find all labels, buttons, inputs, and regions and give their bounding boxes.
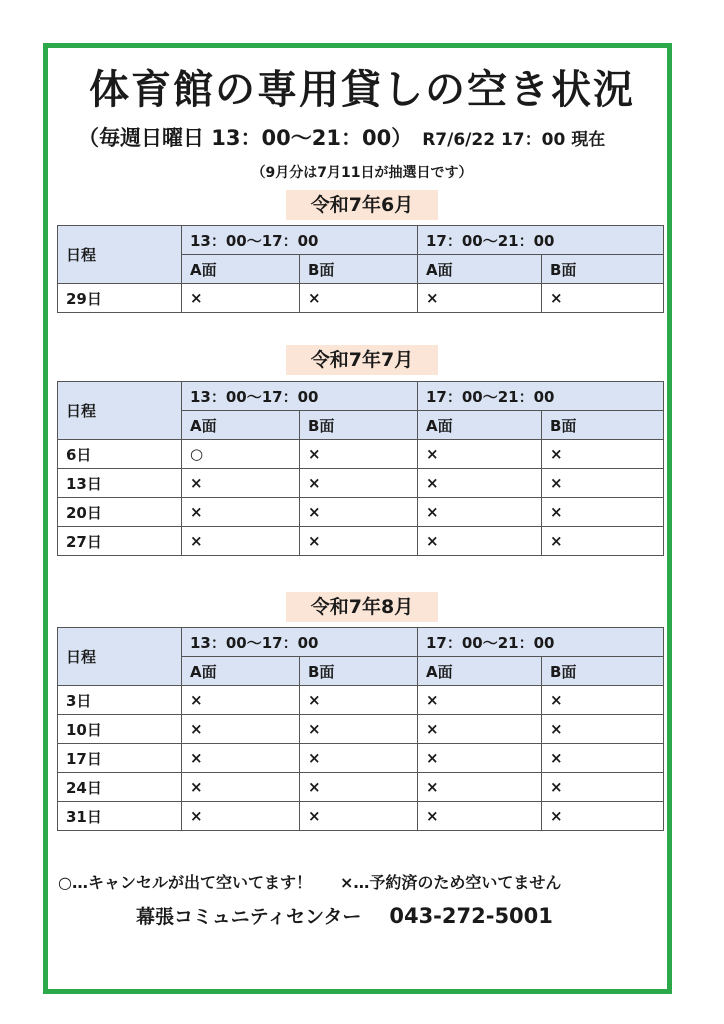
table-row	[58, 802, 664, 831]
court-a-header: A面	[182, 411, 300, 440]
status-cell: ×	[182, 773, 300, 802]
table-row	[58, 744, 664, 773]
court-b-header: B面	[300, 255, 418, 284]
status-cell: ×	[300, 440, 418, 469]
court-a-header: A面	[418, 657, 542, 686]
schedule-hours: （毎週日曜日 13：00〜21：00）	[78, 126, 413, 150]
slot2-header: 17：00〜21：00	[418, 628, 664, 657]
court-b-header: B面	[542, 657, 664, 686]
status-cell: ×	[182, 802, 300, 831]
date-cell: 3日	[58, 686, 182, 715]
status-cell: ×	[300, 802, 418, 831]
schedule-table-july	[57, 381, 664, 556]
status-cell: ×	[182, 527, 300, 556]
as-of-timestamp: R7/6/22 17：00 現在	[422, 130, 606, 150]
court-b-header: B面	[300, 657, 418, 686]
status-cell: ○	[182, 440, 300, 469]
phone-number: 043-272-5001	[389, 904, 553, 928]
slot1-header: 13：00〜17：00	[182, 628, 418, 657]
subtitle	[78, 122, 605, 152]
court-b-header: B面	[542, 255, 664, 284]
table-row	[58, 715, 664, 744]
date-cell: 10日	[58, 715, 182, 744]
organization-name: 幕張コミュニティセンター	[136, 906, 362, 928]
date-cell: 31日	[58, 802, 182, 831]
date-column-header: 日程	[58, 628, 182, 686]
status-cell: ×	[300, 284, 418, 313]
court-b-header: B面	[542, 411, 664, 440]
court-a-header: A面	[418, 255, 542, 284]
status-cell: ×	[542, 284, 664, 313]
status-cell: ×	[300, 773, 418, 802]
court-a-header: A面	[182, 255, 300, 284]
status-cell: ×	[418, 469, 542, 498]
table-row	[58, 773, 664, 802]
court-a-header: A面	[418, 411, 542, 440]
slot2-header: 17：00〜21：00	[418, 226, 664, 255]
date-cell: 20日	[58, 498, 182, 527]
slot2-header: 17：00〜21：00	[418, 382, 664, 411]
table-row	[58, 527, 664, 556]
status-cell: ×	[182, 284, 300, 313]
status-cell: ×	[300, 527, 418, 556]
court-b-header: B面	[300, 411, 418, 440]
table-row	[58, 469, 664, 498]
date-column-header: 日程	[58, 382, 182, 440]
status-cell: ×	[542, 773, 664, 802]
schedule-table-august	[57, 627, 664, 831]
table-row	[58, 686, 664, 715]
table-row	[58, 498, 664, 527]
status-cell: ×	[182, 744, 300, 773]
status-cell: ×	[542, 440, 664, 469]
date-cell: 6日	[58, 440, 182, 469]
status-cell: ×	[418, 715, 542, 744]
status-cell: ×	[418, 498, 542, 527]
month-label-august: 令和7年8月	[286, 592, 438, 622]
date-cell: 24日	[58, 773, 182, 802]
status-cell: ×	[542, 715, 664, 744]
footer	[136, 902, 553, 929]
status-cell: ×	[542, 527, 664, 556]
date-column-header: 日程	[58, 226, 182, 284]
status-cell: ×	[300, 715, 418, 744]
status-cell: ×	[300, 744, 418, 773]
legend-booked: ×…予約済のため空いてません	[339, 873, 562, 892]
status-cell: ×	[300, 686, 418, 715]
status-cell: ×	[418, 686, 542, 715]
lottery-note: （9月分は7月11日が抽選日です）	[251, 165, 473, 181]
status-cell: ×	[542, 802, 664, 831]
page-title: 体育館の専用貸しの空き状況	[89, 67, 635, 113]
schedule-table-june	[57, 225, 664, 313]
court-a-header: A面	[182, 657, 300, 686]
status-cell: ×	[182, 686, 300, 715]
status-cell: ×	[182, 715, 300, 744]
status-cell: ×	[418, 440, 542, 469]
date-cell: 13日	[58, 469, 182, 498]
status-cell: ×	[542, 469, 664, 498]
slot1-header: 13：00〜17：00	[182, 226, 418, 255]
status-cell: ×	[418, 744, 542, 773]
status-cell: ×	[300, 498, 418, 527]
month-label-june: 令和7年6月	[286, 190, 438, 220]
status-cell: ×	[542, 686, 664, 715]
legend-available: ○…キャンセルが出て空いてます！	[58, 873, 312, 892]
status-cell: ×	[300, 469, 418, 498]
status-cell: ×	[542, 498, 664, 527]
month-label-july: 令和7年7月	[286, 345, 438, 375]
status-cell: ×	[182, 469, 300, 498]
status-cell: ×	[182, 498, 300, 527]
date-cell: 29日	[58, 284, 182, 313]
table-row	[58, 284, 664, 313]
status-cell: ×	[418, 802, 542, 831]
table-row	[58, 440, 664, 469]
legend	[58, 870, 561, 893]
status-cell: ×	[542, 744, 664, 773]
date-cell: 17日	[58, 744, 182, 773]
slot1-header: 13：00〜17：00	[182, 382, 418, 411]
status-cell: ×	[418, 284, 542, 313]
date-cell: 27日	[58, 527, 182, 556]
status-cell: ×	[418, 527, 542, 556]
status-cell: ×	[418, 773, 542, 802]
